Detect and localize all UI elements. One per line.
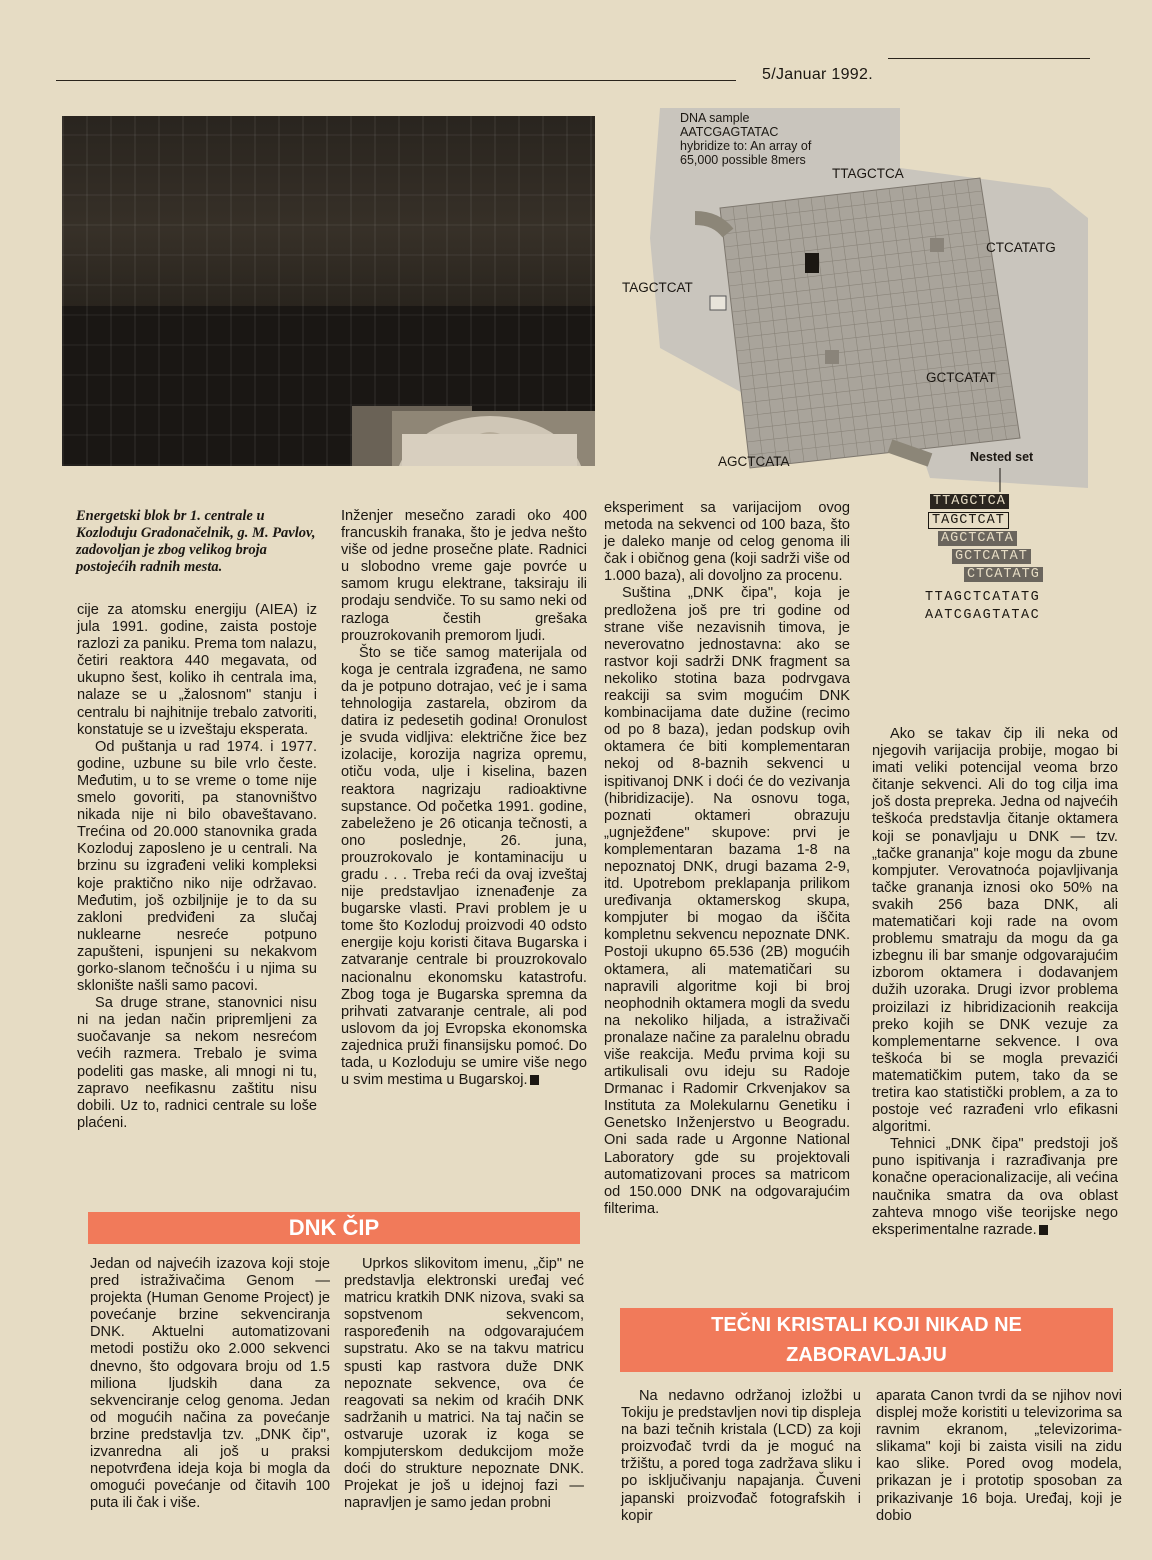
col1-para-1: cije za atomsku energiju (AIEA) iz jula 1991. godine, zaista postoje razlozi za paniku. Prema tom nalazu, četiri reaktora 440 megavata, od ukupno šest, koliko ih centrala ima, nalaze se u „žalosnom" stanju i centralu bi najhitnije trebalo zatvoriti, konstatuje se u izveštaju eksperata. xyxy=(77,602,317,738)
nested-row-5: CTCATATG xyxy=(964,567,1043,582)
col4-para-2 xyxy=(872,1136,1118,1239)
label-mid-right: GCTCATAT xyxy=(926,370,996,385)
col1-para-3: Sa druge strane, stanovnici nisu ni na jedan način pripremljeni za suočavanje sa nekom nesrećom većih razmera. Trebalo je svima podeliti gas maske, ali mnogi ni tu, zapravo neefikasnu zaštitu nisu dobili. Uz to, radnici centrale su loše plaćeni. xyxy=(77,995,317,1131)
nested-set xyxy=(918,494,1078,626)
article-col4 xyxy=(872,726,1118,1239)
col3-para-1: eksperiment sa varijacijom ovog metoda na sekvenci od 100 baza, što je daleko manje od celog genoma ili čak i običnog gena (koji sadrži više od 1.000 baza), ali dovoljno za procenu. xyxy=(604,500,850,585)
dnk-col2 xyxy=(344,1256,584,1512)
photo-figure xyxy=(62,116,595,466)
label-right: CTCATATG xyxy=(986,240,1056,255)
probe-spot-right xyxy=(930,238,944,252)
lcd-col2 xyxy=(876,1388,1122,1525)
dna-sample-label: DNA sample xyxy=(680,111,750,125)
nested-set-title: Nested set xyxy=(970,450,1034,464)
lcd-heading-line2: ZABORAVLJAJU xyxy=(786,1344,947,1366)
dnk-col1 xyxy=(90,1256,330,1512)
end-mark-2 xyxy=(1039,1225,1048,1235)
probe-spot-dark xyxy=(805,253,819,273)
issue-date: 5/Januar 1992. xyxy=(762,66,873,83)
label-left: TAGCTCAT xyxy=(622,280,693,295)
probe-spot-mid xyxy=(825,350,839,364)
dnk-col1-text: Jedan od najvećih izazova koji stoje pred istraživačima Genom — projekta (Human Genome Project) je povećanje brzine sekvenciranja DNK. Aktuelni automatizovani metodi postižu oko 2.000 sekvenci dnevno, što odgovara broju od 1.5 miliona ljudskih dana za sekvenciranje celog genoma. Jedan od mogućih načina za povećanje brzine predstavlja tzv. „DNK čip", izvanredna ali još u praksi nepotvrđena ideja koja bi mogla da omogući povećanje od čitavih 100 puta ili čak i više. xyxy=(90,1256,330,1512)
result-sequence-2: AATCGAGTATAC xyxy=(925,608,1041,623)
dnk-chip-heading: DNK ČIP xyxy=(88,1212,580,1244)
col4-para-2-text: Tehnici „DNK čipa" predstoji još puno ispitivanja i razrađivanja pre konačne operacionalizacije, ali većina naučnika smatra da ova oblast zahteva mnogo više teorijske nego eksperimentalne razrade. xyxy=(872,1136,1118,1238)
dna-sample-desc1: hybridize to: An array of xyxy=(680,139,812,153)
col2-para-2 xyxy=(341,645,587,1089)
col2-para-1: Inženjer mesečno zaradi oko 400 francuskih franaka, što je jedva nešto više od jedne prosečne plate. Radnici u slobodno vreme gaje povrće u samom krugu elektrane, taksiraju ili prodaju sendviče. To su samo neki od razloga čestih grešaka prouzrokovanih premorom ljudi. xyxy=(341,508,587,644)
lcd-heading xyxy=(620,1308,1113,1372)
col4-para-1: Ako se takav čip ili neka od njegovih varijacija probije, mogao bi imati veliki potencijal veoma brzo čitanje sekvenci. Ali do tog cilja ima još dosta prepreka. Jedna od najvećih teškoća predstavlja čitanje oktamera koji se ponavljaju u DNK — tzv. „tačke grananja" koje mogu da zbune kompjuter. Verovatnoća pojavljivanja tačke grananja iznosi oko 50% na svakih 256 baza DNK, ali matematičari koji rade na ovom problemu smatraju da mogu da ga izbegnu ili bar smanje odgovarajućim izborom oktamera i dodavanjem dužih uzoraka. Drugi izvor problema proizilazi iz hibridizacionih reakcija preko kojih se DNK vezuje za komplementarne sekvence. I ova teškoća bi se mogla prevazići matematičkim putem, tako da se tretira kao statistički problem, a za to postoje već razrađeni vrlo efikasni algoritmi. xyxy=(872,726,1118,1136)
lcd-col1-text: Na nedavno održanoj izložbi u Tokiju je predstavljen novi tip displeja na bazi tečnih kristala (LCD) za koji proizvođač tvrdi da je moguć na tržištu, a pored toga zadržava sliku i po isključivanju napajanja. Čuveni japanski proizvođač fotografskih i kopir xyxy=(621,1388,861,1524)
lcd-heading-line1: TEČNI KRISTALI KOJI NIKAD NE xyxy=(711,1314,1022,1336)
lcd-col2-text: aparata Canon tvrdi da se njihov novi displej može koristiti u televizorima sa ravnim ekranom, „televizorima-slikama" koji bi zaista visili na zidu kao slike. Pored ovog modela, prikazan je i prototip sposoban za prikazivanje 16 boja. Uređaj, koji je dobio xyxy=(876,1388,1122,1524)
label-top: TTAGCTCA xyxy=(832,166,904,181)
article-col3 xyxy=(604,500,850,1218)
header-rule-left xyxy=(56,80,736,81)
lcd-col1 xyxy=(621,1388,861,1525)
label-bottom: AGCTCATA xyxy=(718,454,790,469)
article-col1-top xyxy=(77,602,317,1132)
dna-sample-desc2: 65,000 possible 8mers xyxy=(680,153,806,167)
col2-para-2-text: Što se tiče samog materijala od koga je centrala izgrađena, ne samo da je potpuno dotrajao, već je i sama tehnologija zastarela, obzirom da datira iz pedesetih godina! Oronulost je svuda vidljiva: električne žice bez izolacije, korozija nagriza opremu, otiču voda, ulje i kiselina, bazen reaktora nagrizaju radioaktivne supstance. Od početka 1991. godine, zabeleženo je 26 oticanja tečnosti, a ono poslednje, 26. juna, prouzrokovalo je kontaminaciju u gradu . . . Treba reći da ovaj izveštaj nije predstavljao iznenađenje za bugarske vlasti. Pravi problem je u tome što Kozloduj proizvodi 40 odsto energije koju koristi čitava Bugarska i zatvaranje centrale bi prouzrokovalo nacionalnu ekonomsku katastrofu. Zbog toga je Bugarska spremna da prihvati zatvaranje centrale, ali pod uslovom da joj Evropska ekonomska zajednica pruži finansijsku pomoć. Do tada, u Kozloduju se umire više nego u svim mestima u Bugarskoj. xyxy=(341,644,587,1089)
col1-para-2: Od puštanja u rad 1974. i 1977. godine, uzbune su bile vrlo česte. Međutim, u to se vreme o tome nije smelo govoriti, pa stanovništvo nikada nije ni bilo obaveštavano. Trećina od 20.000 stanovnika grada Kozloduj zaposleno je u centrali. Na brzinu su izgrađeni veliki kompleksi koje praktično niko nije održavao. Međutim, još ozbiljnije je to da su zakloni predviđeni za slučaj nuklearne nesreće potpuno zapušteni, ispunjeni su nekakvom gorko-slanom tečnošću i u njima su sklonište našli samo pacovi. xyxy=(77,738,317,995)
nested-row-4: GCTCATAT xyxy=(952,549,1031,564)
article-col2-top xyxy=(341,508,587,1089)
nested-row-2: TAGCTCAT xyxy=(928,512,1009,529)
probe-spot-light xyxy=(710,296,726,310)
nested-row-3: AGCTCATA xyxy=(938,531,1017,546)
col3-para-2: Suština „DNK čipa", koja je predložena još pre tri godine od strane više nezavisnih timova, je neverovatno jednostavna: ako se rastvor koji sadrži DNK fragment sa nekoliko stotina baza podrvgava reakciji sa svim mogućim DNK kombinacijama date dužine (recimo od po 8 baza), jedan podskup ovih oktamera će biti komplementaran nekoj od 8-baznih sekvenci u ispitivanoj DNK i doći će do vezivanja (hibridizacije). Na osnovu toga, poznati oktameri obrazuju „ugnježđene" skupove: prvi je komplementaran bazama 1-8 na nepoznatoj DNK, drugi bazama 2-9, itd. Upotrebom preklapanja prilikom uređivanja oktamerskog skupa, kompjuter bi mogao da iščita kompletnu sekvencu nepoznate DNK. Postoji ukupno 65.536 (2B) mogućih oktamera, ali matematičari su napravili algoritme koji bi broj neophodnih oktamera mogli da svedu na nekoliko hiljada, a istraživači pronalaze načine za paralelnu obradu više reakcija. Među prvima koji su artikulisali ovu ideju su Radoje Drmanac i Radomir Crkvenjakov sa Instituta za Molekularnu Genetiku i Genetsko Inženjerstvo u Beogradu. Oni sada rade u Argonne National Laboratory gde su projektovali automatizovani proces sa matricom od 150.000 DNK na odgovarajućim filterima. xyxy=(604,585,850,1217)
photo-caption: Energetski blok br 1. centrale u Kozloduju Gradonačelnik, g. M. Pavlov, zadovoljan je zbog velikog broja postojećih radnih mesta. xyxy=(76,508,316,575)
dna-sample-seq: AATCGAGTATAC xyxy=(680,125,779,139)
header-rule-right xyxy=(888,58,1090,59)
end-mark-1 xyxy=(530,1075,539,1085)
result-sequence-1: TTAGCTCATATG xyxy=(925,590,1041,605)
dnk-col2-text: Uprkos slikovitom imenu, „čip" ne predstavlja elektronski uređaj već matricu kratkih DNK nizova, svaki sa sopstvenom sekvencom, raspoređenih na odgovarajućem supstratu. Ako se na takvu matricu spusti kap rastvora duže DNK nepoznate sekvence, ova će reagovati sa nekim od kraćih DNK sadržanih u matrici. Na taj način se ostvaruje uzorak iz koga se kompjuterskom dedukcijom može doći do strukture nepoznate DNK. Projekat je još u idejnoj fazi — napravljen je samo jedan probni xyxy=(344,1256,584,1512)
power-plant-photo xyxy=(62,116,595,466)
nested-row-1: TTAGCTCA xyxy=(930,494,1009,509)
